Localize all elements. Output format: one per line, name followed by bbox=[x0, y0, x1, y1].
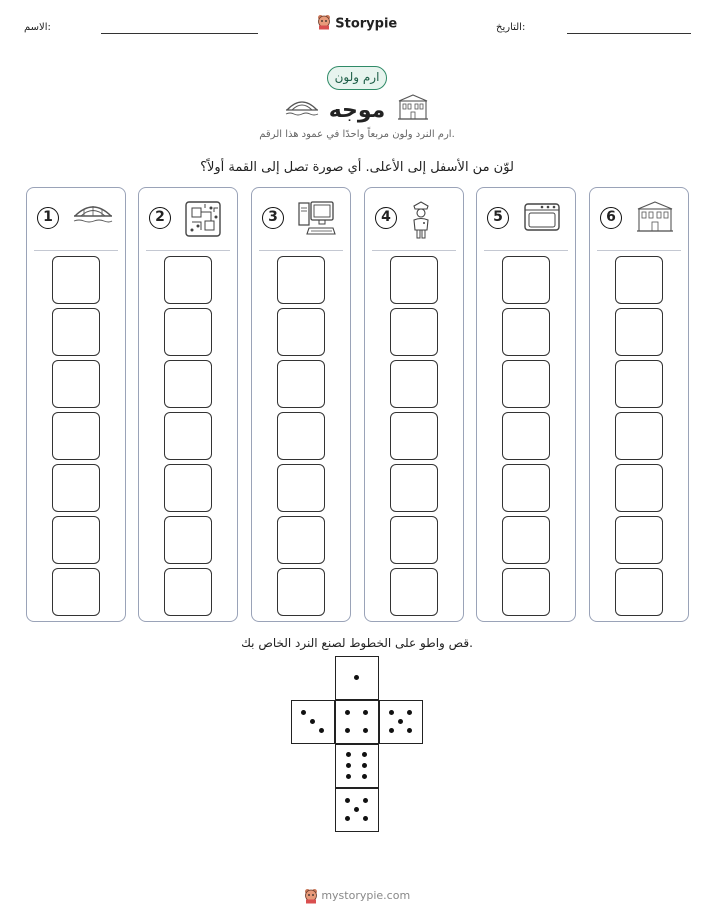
column-number: 2 bbox=[149, 207, 171, 229]
color-square[interactable] bbox=[277, 360, 325, 408]
column-divider bbox=[484, 250, 568, 251]
column-divider bbox=[146, 250, 230, 251]
die-pip bbox=[319, 728, 324, 733]
color-square[interactable] bbox=[615, 464, 663, 512]
color-square[interactable] bbox=[164, 464, 212, 512]
color-square[interactable] bbox=[502, 516, 550, 564]
worksheet-subtitle: ارم النرد ولون مربعاً واحدًا في عمود هذا الرقم. bbox=[259, 129, 455, 140]
color-square[interactable] bbox=[502, 464, 550, 512]
color-square[interactable] bbox=[164, 256, 212, 304]
column-number: 3 bbox=[262, 207, 284, 229]
color-square[interactable] bbox=[52, 464, 100, 512]
die-pip bbox=[346, 752, 351, 757]
column-number: 5 bbox=[487, 207, 509, 229]
die-pip bbox=[301, 710, 306, 715]
column-4 bbox=[364, 187, 464, 622]
column-5 bbox=[476, 187, 576, 622]
footer bbox=[0, 888, 714, 904]
color-square[interactable] bbox=[390, 256, 438, 304]
die-pip bbox=[362, 763, 367, 768]
roll-and-color-badge: ارم ولون bbox=[327, 66, 387, 90]
die-pip bbox=[389, 728, 394, 733]
die-pip bbox=[398, 719, 403, 724]
color-square[interactable] bbox=[52, 360, 100, 408]
building-icon bbox=[397, 93, 429, 125]
color-square[interactable] bbox=[164, 360, 212, 408]
die-pip bbox=[346, 763, 351, 768]
die-pip bbox=[354, 675, 359, 680]
color-square[interactable] bbox=[277, 308, 325, 356]
column-3 bbox=[251, 187, 351, 622]
die-face-6 bbox=[335, 744, 379, 788]
die-pip bbox=[310, 719, 315, 724]
die-pip bbox=[345, 816, 350, 821]
color-square[interactable] bbox=[52, 256, 100, 304]
color-square[interactable] bbox=[390, 308, 438, 356]
police-officer-icon bbox=[410, 200, 432, 244]
color-square[interactable] bbox=[502, 360, 550, 408]
color-square[interactable] bbox=[390, 516, 438, 564]
color-square[interactable] bbox=[615, 568, 663, 616]
color-square[interactable] bbox=[52, 568, 100, 616]
die-pip bbox=[389, 710, 394, 715]
die-pip bbox=[345, 728, 350, 733]
column-divider bbox=[597, 250, 681, 251]
circuit-board-icon bbox=[184, 200, 222, 242]
color-square[interactable] bbox=[277, 568, 325, 616]
die-pip bbox=[363, 816, 368, 821]
color-square[interactable] bbox=[164, 568, 212, 616]
oven-icon bbox=[522, 200, 562, 236]
color-square[interactable] bbox=[390, 568, 438, 616]
die-instruction: قص واطو على الخطوط لصنع النرد الخاص بك. bbox=[241, 636, 473, 650]
die-face-5 bbox=[379, 700, 423, 744]
brand-name: Storypie bbox=[335, 16, 398, 32]
die-face-5 bbox=[335, 788, 379, 832]
die-pip bbox=[407, 710, 412, 715]
color-square[interactable] bbox=[164, 412, 212, 460]
die-pip bbox=[363, 798, 368, 803]
column-2 bbox=[138, 187, 238, 622]
date-line[interactable] bbox=[567, 33, 691, 34]
color-square[interactable] bbox=[390, 412, 438, 460]
color-square[interactable] bbox=[277, 516, 325, 564]
color-square[interactable] bbox=[615, 412, 663, 460]
color-square[interactable] bbox=[277, 412, 325, 460]
color-square[interactable] bbox=[615, 308, 663, 356]
color-square[interactable] bbox=[502, 412, 550, 460]
die-face-3 bbox=[291, 700, 335, 744]
die-pip bbox=[346, 774, 351, 779]
color-square[interactable] bbox=[164, 308, 212, 356]
column-number: 1 bbox=[37, 207, 59, 229]
storypie-logo-icon bbox=[304, 889, 322, 902]
date-label: التاريخ: bbox=[496, 22, 526, 33]
color-square[interactable] bbox=[52, 308, 100, 356]
color-square[interactable] bbox=[52, 516, 100, 564]
color-square[interactable] bbox=[615, 256, 663, 304]
color-square[interactable] bbox=[502, 308, 550, 356]
column-1 bbox=[26, 187, 126, 622]
color-square[interactable] bbox=[390, 360, 438, 408]
die-pip bbox=[363, 728, 368, 733]
die-pip bbox=[362, 774, 367, 779]
color-square[interactable] bbox=[615, 360, 663, 408]
name-label: الاسم: bbox=[24, 22, 51, 33]
column-number: 6 bbox=[600, 207, 622, 229]
column-divider bbox=[259, 250, 343, 251]
color-square[interactable] bbox=[615, 516, 663, 564]
die-face-4 bbox=[335, 700, 379, 744]
color-square[interactable] bbox=[52, 412, 100, 460]
storypie-logo-icon bbox=[317, 14, 331, 34]
die-pip bbox=[354, 807, 359, 812]
die-face-1 bbox=[335, 656, 379, 700]
die-pip bbox=[407, 728, 412, 733]
color-square[interactable] bbox=[277, 464, 325, 512]
column-6 bbox=[589, 187, 689, 622]
die-pip bbox=[363, 710, 368, 715]
color-square[interactable] bbox=[164, 516, 212, 564]
bridge-icon bbox=[72, 200, 114, 230]
footer-url[interactable]: mystorypie.com bbox=[321, 889, 411, 902]
column-divider bbox=[372, 250, 456, 251]
worksheet-title: موجه bbox=[328, 98, 386, 123]
die-pip bbox=[345, 710, 350, 715]
die-pip bbox=[362, 752, 367, 757]
brand bbox=[0, 14, 714, 34]
color-square[interactable] bbox=[277, 256, 325, 304]
column-divider bbox=[34, 250, 118, 251]
building-icon bbox=[635, 200, 675, 238]
color-square[interactable] bbox=[390, 464, 438, 512]
column-number: 4 bbox=[375, 207, 397, 229]
color-square[interactable] bbox=[502, 568, 550, 616]
computer-icon bbox=[297, 200, 337, 240]
die-pip bbox=[345, 798, 350, 803]
color-square[interactable] bbox=[502, 256, 550, 304]
instruction-question: لوّن من الأسفل إلى الأعلى. أي صورة تصل إلى القمة أولاً؟ bbox=[200, 160, 514, 175]
